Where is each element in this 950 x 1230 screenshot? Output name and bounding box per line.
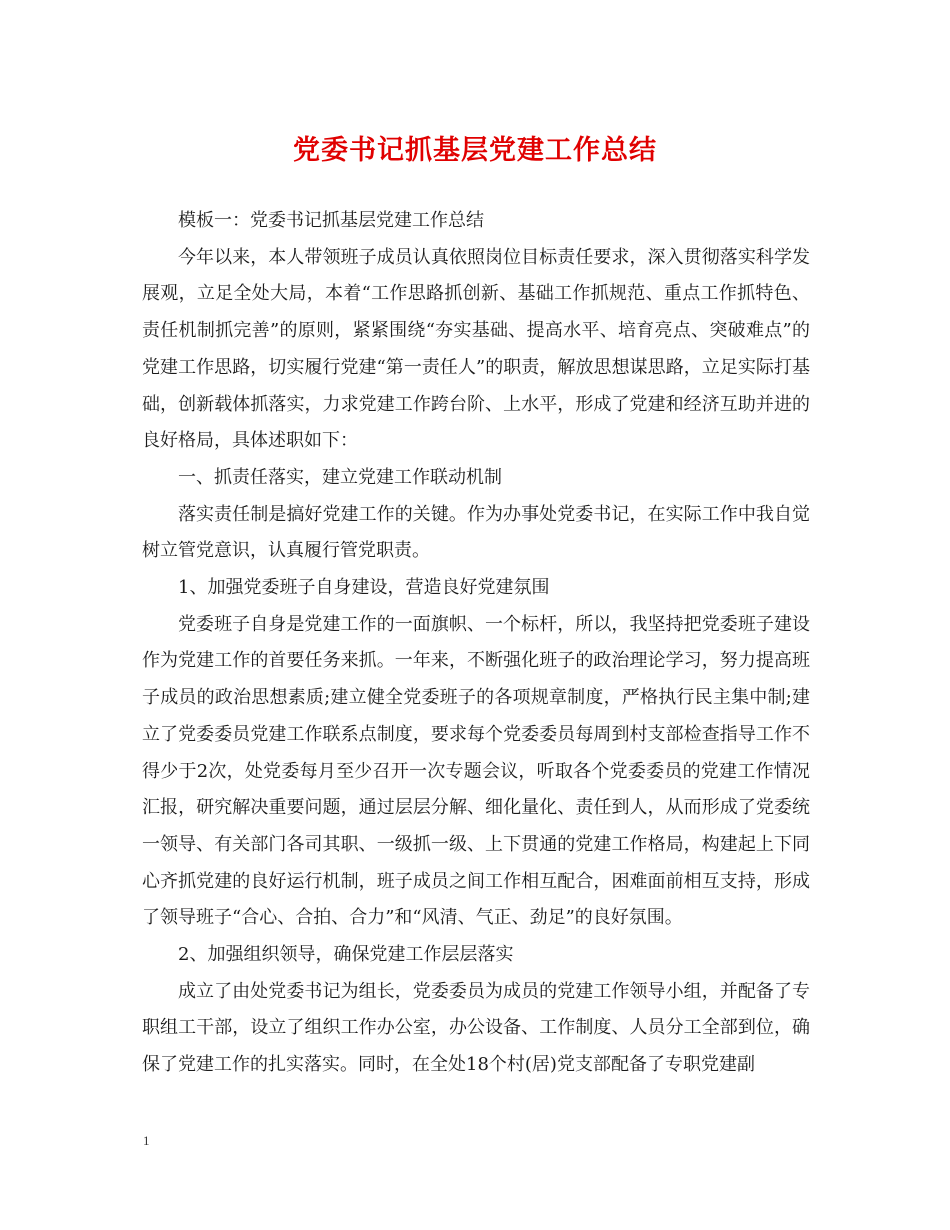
paragraph-intro: 今年以来，本人带领班子成员认真依照岗位目标责任要求，深入贯彻落实科学发展观，立足全处大局，本着“工作思路抓创新、基础工作抓规范、重点工作抓特色、责任机制抓完善”的原则，紧紧围绕“夯实基础、提高水平、培育亮点、突破难点”的党建工作思路，切实履行党建“第一责任人”的职责，解放思想谋思路，立足实际打基础，创新载体抓落实，力求党建工作跨台阶、上水平，形成了党建和经济互助并进的良好格局，具体述职如下： xyxy=(142,246,810,452)
paragraph-organization-leadership: 成立了由处党委书记为组长，党委委员为成员的党建工作领导小组，并配备了专职组工干部，设立了组织工作办公室，办公设备、工作制度、人员分工全部到位，确保了党建工作的扎实落实。同时，在全处18个村(居)党支部配备了专职党建副 xyxy=(142,980,810,1076)
paragraph-responsibility: 落实责任制是搞好党建工作的关键。作为办事处党委书记，在实际工作中我自觉树立管党意识，认真履行管党职责。 xyxy=(142,503,810,562)
document-body xyxy=(142,203,810,1084)
paragraph-template-heading: 模板一：党委书记抓基层党建工作总结 xyxy=(178,210,484,231)
document-title: 党委书记抓基层党建工作总结 xyxy=(293,135,657,166)
subsection-heading-2: 2、加强组织领导，确保党建工作层层落实 xyxy=(178,944,514,966)
subsection-heading-1: 1、加强党委班子自身建设，营造良好党建氛围 xyxy=(178,577,550,599)
paragraph-committee-building: 党委班子自身是党建工作的一面旗帜、一个标杆，所以，我坚持把党委班子建设作为党建工作的首要任务来抓。一年来，不断强化班子的政治理论学习，努力提高班子成员的政治思想素质;建立健全党委班子的各项规章制度，严格执行民主集中制;建立了党委委员党建工作联系点制度，要求每个党委委员每周到村支部检查指导工作不得少于2次，处党委每月至少召开一次专题会议，听取各个党委委员的党建工作情况汇报，研究解决重要问题，通过层层分解、细化量化、责任到人，从而形成了党委统一领导、有关部门各司其职、一级抓一级、上下贯通的党建工作格局，构建起上下同心齐抓党建的良好运行机制，班子成员之间工作相互配合，困难面前相互支持，形成了领导班子“合心、合拍、合力”和“风清、气正、劲足”的良好氛围。 xyxy=(142,613,810,929)
page-number: 1 xyxy=(143,1133,150,1148)
section-heading-1: 一、抓责任落实，建立党建工作联动机制 xyxy=(178,466,502,488)
